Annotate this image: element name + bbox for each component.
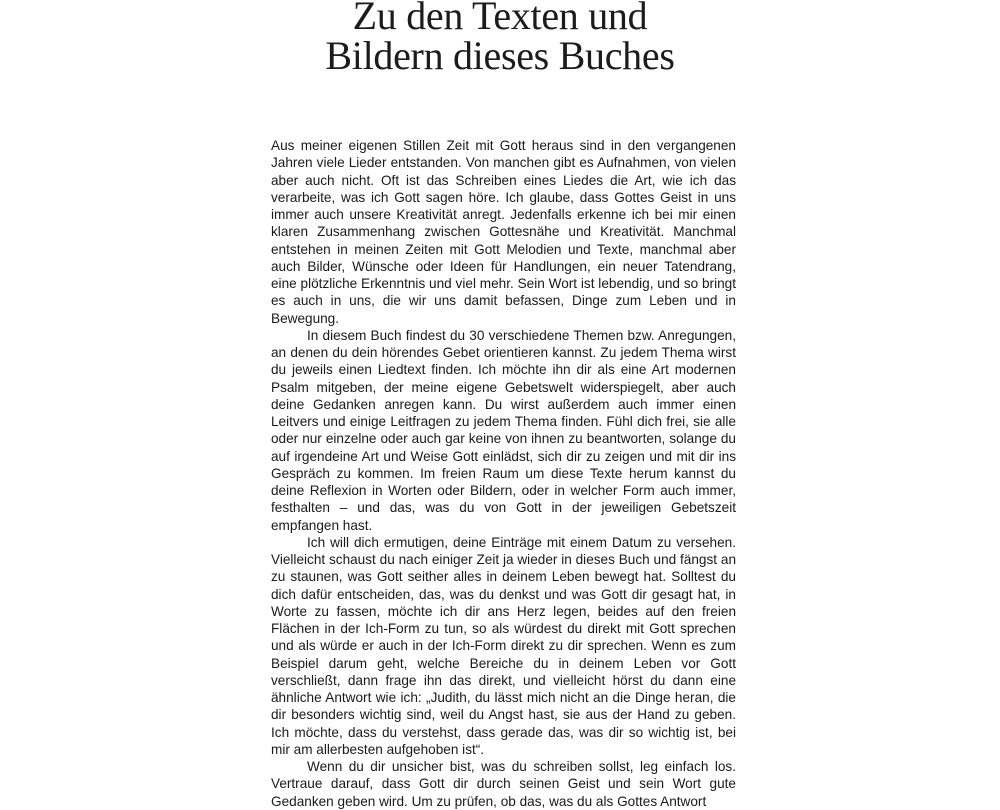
paragraph: Ich will dich ermutigen, deine Einträge mit einem Datum zu versehen. Vielleicht schaust du nach einiger Zeit ja wieder in dieses Buch und fängst an zu staunen, was Gott seither alles in deinem Leben bewegt hat. Solltest du dich dafür entscheiden, das, was du denkst und was Gott dir gesagt hat, in Worte zu fassen, möchte ich dir ans Herz legen, beides auf den freien Flächen in der Ich-Form zu tun, so als würdest du direkt mit Gott sprechen und als würde er auch in der Ich-Form direkt zu dir sprechen. Wenn es zum Beispiel darum geht, welche Bereiche du in deinem Leben vor Gott verschließt, dann frage ihn das direkt, und vielleicht hörst du dann eine ähnliche Antwort wie ich: „Judith, du lässt mich nicht an die Dinge heran, die dir besonders wichtig sind, weil du Angst hast, sie aus der Hand zu geben. Ich möchte, dass du verstehst, dass gerade das, was dir so wichtig ist, bei mir am allerbesten aufgehoben ist“. <box>271 534 736 757</box>
paragraph: Aus meiner eigenen Stillen Zeit mit Gott heraus sind in den vergangenen Jahren viele Lieder entstanden. Von manchen gibt es Aufnahmen, von vielen aber auch nicht. Oft ist das Schreiben eines Liedes die Art, wie ich das verarbeite, was ich Gott sagen höre. Ich glaube, dass Gottes Geist in uns immer auch unsere Kreativität anregt. Jedenfalls erkenne ich bei mir einen klaren Zusammenhang zwischen Gottesnähe und Kreativität. Manchmal entstehen in meinen Zeiten mit Gott Melodien und Texte, manchmal aber auch Bilder, Wünsche oder Ideen für Handlungen, ein neuer Tatendrang, eine plötzliche Erkenntnis und viel mehr. Sein Wort ist lebendig, und so bringt es auch in uns, die wir uns damit befassen, Dinge zum Leben und in Bewegung. <box>271 138 736 326</box>
page-title-line-1: Zu den Texten und <box>352 0 648 38</box>
page-title-line-2: Bildern dieses Buches <box>325 33 675 78</box>
paragraph: In diesem Buch findest du 30 verschiedene Themen bzw. Anregungen, an denen du dein hörendes Gebet orientieren kannst. Zu jedem Thema wirst du jeweils einen Liedtext finden. Ich möchte ihn dir als eine Art modernen Psalm mitgeben, der meine eigene Gebetswelt widerspiegelt, aber auch deine Gedanken anregen kann. Du wirst außerdem auch immer einen Leitvers und einige Leitfragen zu jedem Thema finden. Fühl dich frei, sie alle oder nur einzelne oder auch gar keine von ihnen zu beantworten, solange du auf irgendeine Art und Weise Gott einlädst, sich dir zu zeigen und mit dir ins Gespräch zu kommen. Im freien Raum um diese Texte herum kannst du deine Reflexion in Worten oder Bildern, oder in welcher Form auch immer, festhalten – und das, was du von Gott in der jeweiligen Gebetszeit empfangen hast. <box>271 327 736 533</box>
paragraph: Wenn du dir unsicher bist, was du schreiben sollst, leg einfach los. Vertraue darauf, dass Gott dir durch seinen Geist und sein Wort gute Gedanken geben wird. Um zu prüfen, ob das, was du als Gottes Antwort <box>271 759 736 809</box>
page-title <box>0 0 1000 76</box>
body-text <box>271 137 736 810</box>
